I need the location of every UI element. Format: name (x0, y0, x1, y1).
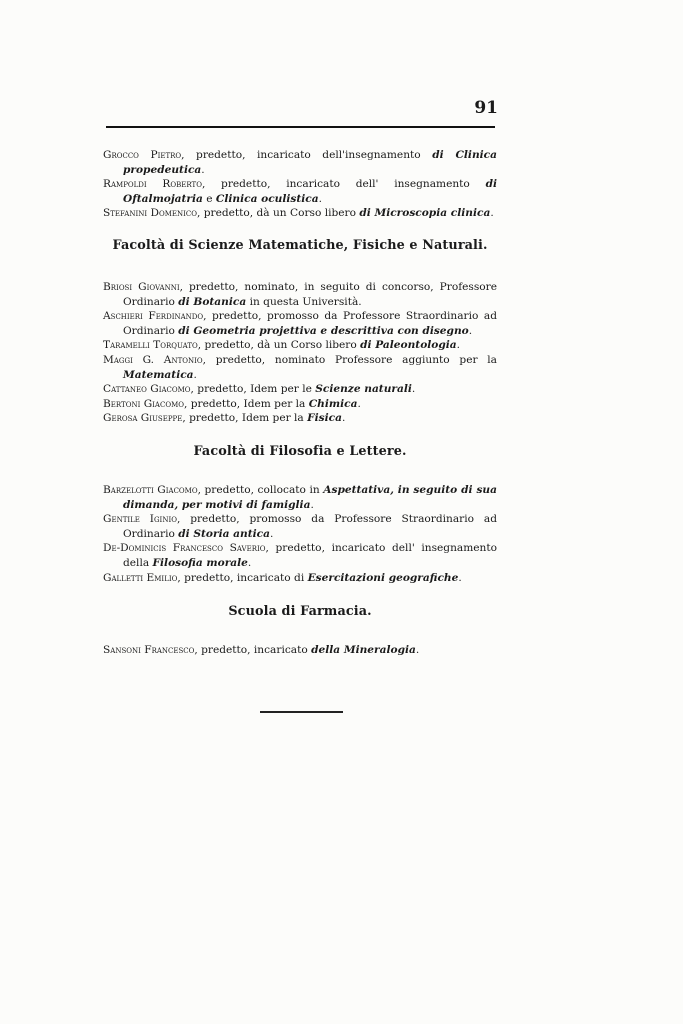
entry-sansoni: Sansoni Francesco, predetto, incaricato della Mineralogia. (103, 644, 420, 656)
entry-gentile: Gentile Iginio, predetto, promosso da Professore Straordinario ad Ordinario di Storia antica. (103, 513, 497, 540)
page-number: 91 (474, 98, 498, 118)
entry-cattaneo: Cattaneo Giacomo, predetto, Idem per le Scienze naturali. (103, 383, 416, 396)
science-entries (103, 280, 497, 426)
pharmacy-entries (103, 643, 497, 658)
entry-maggi: Maggi G. Antonio, predetto, nominato Professore aggiunto per la Matematica. (103, 353, 497, 381)
entry-aschieri: Aschieri Ferdinando, predetto, promosso da Professore Straordinario ad Ordinario di Geometria projettiva e descrittiva con disegno. (103, 310, 497, 337)
header-rule (106, 126, 495, 128)
entry-briosi: Briosi Giovanni, predetto, nominato, in seguito di concorso, Professore Ordinario di Botanica in questa Università. (103, 281, 497, 308)
entry-de-dominicis: De-Dominicis Francesco Saverio, predetto, incaricato dell' insegnamento della Filosofia morale. (103, 542, 497, 569)
end-rule (260, 711, 343, 713)
letters-entries (103, 483, 497, 585)
medicine-entries (103, 148, 497, 221)
entry-grocco: Grocco Pietro, predetto, incaricato dell'insegnamento di Clinica propedeutica. (103, 149, 497, 176)
entry-gerosa: Gerosa Giuseppe, predetto, Idem per la Fisica. (103, 412, 346, 425)
entry-rampoldi: Rampoldi Roberto, predetto, incaricato dell' insegnamento di Oftalmojatria e Clinica oculistica. (103, 178, 497, 205)
entry-bertoni: Bertoni Giacomo, predetto, Idem per la Chimica. (103, 397, 361, 410)
entry-stefanini: Stefanini Domenico, predetto, dà un Corso libero di Microscopia clinica. (103, 207, 494, 220)
entry-taramelli: Taramelli Torquato, predetto, dà un Corso libero di Paleontologia. (103, 339, 461, 352)
entry-galletti: Galletti Emilio, predetto, incaricato di Esercitazioni geografiche. (103, 571, 462, 584)
heading-pharmacy-school: Scuola di Farmacia. (228, 604, 372, 619)
heading-science-faculty: Facoltà di Scienze Matematiche, Fisiche e Naturali. (112, 238, 488, 253)
entry-barzelotti: Barzelotti Giacomo, predetto, collocato in Aspettativa, in seguito di sua dimanda, per motivi di famiglia. (103, 484, 497, 511)
heading-letters-faculty: Facoltà di Filosofia e Lettere. (193, 444, 407, 459)
